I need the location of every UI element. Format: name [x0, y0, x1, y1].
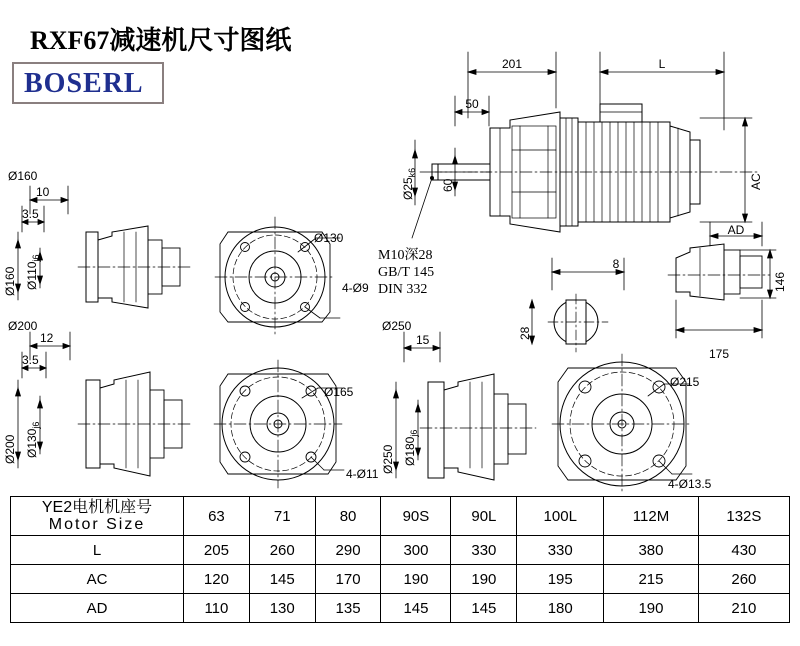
- motor-dimension-table: [10, 496, 790, 623]
- dim-d160-top: Ø160: [8, 169, 38, 183]
- dim-3-5-b: 3.5: [22, 353, 39, 367]
- dim-d250: Ø250: [381, 444, 395, 474]
- table-col-header: 90L: [451, 497, 517, 536]
- thread-callout-line3: DIN 332: [378, 282, 428, 297]
- dim-d165: Ø165: [324, 385, 354, 399]
- table-col-header: 112M: [604, 497, 699, 536]
- dim-50: 50: [465, 97, 479, 111]
- table-cell: 145: [249, 565, 315, 594]
- row-label: L: [11, 536, 184, 565]
- table-cell: 180: [517, 594, 604, 623]
- holes-4-d11: 4-Ø11: [346, 467, 379, 481]
- table-cell: 330: [517, 536, 604, 565]
- holes-4-d13-5: 4-Ø13.5: [668, 477, 712, 491]
- table-cell: 195: [517, 565, 604, 594]
- table-col-header: 100L: [517, 497, 604, 536]
- dim-201: 201: [501, 57, 523, 71]
- holes-4-d9: 4-Ø9: [342, 281, 369, 295]
- table-cell: 120: [184, 565, 250, 594]
- dim-175: 175: [708, 347, 730, 361]
- dim-28: 28: [518, 326, 532, 340]
- table-cell: 210: [698, 594, 789, 623]
- table-row: [11, 594, 790, 623]
- table-col-header: 132S: [698, 497, 789, 536]
- page-title: RXF67减速机尺寸图纸: [30, 26, 292, 55]
- motor-size-cn: YE2电机机座号: [41, 499, 153, 516]
- table-col-header: 71: [249, 497, 315, 536]
- table-row-header-motor-size: [11, 497, 184, 536]
- dim-L-top: L: [658, 57, 666, 71]
- table-col-header: 80: [315, 497, 381, 536]
- table-row: [11, 536, 790, 565]
- dim-d130j6: $Ø130_{j6}$: [25, 421, 41, 458]
- table-row: [11, 565, 790, 594]
- dim-60: 60: [441, 178, 455, 192]
- table-cell: 380: [604, 536, 699, 565]
- table-cell: 260: [249, 536, 315, 565]
- dim-d250-top: Ø250: [382, 319, 412, 333]
- dim-d160: Ø160: [3, 266, 17, 296]
- table-cell: 260: [698, 565, 789, 594]
- dim-15: 15: [416, 333, 430, 347]
- table-cell: 145: [381, 594, 451, 623]
- table-cell: 190: [604, 594, 699, 623]
- row-label: AC: [11, 565, 184, 594]
- dim-3-5: 3.5: [22, 207, 39, 221]
- table-cell: 170: [315, 565, 381, 594]
- table-cell: 205: [184, 536, 250, 565]
- table-cell: 215: [604, 565, 699, 594]
- table-cell: 330: [451, 536, 517, 565]
- table-col-header: 63: [184, 497, 250, 536]
- dim-d180j6: $Ø180_{j6}$: [403, 429, 419, 466]
- dim-8: 8: [612, 257, 620, 271]
- dim-d25k6: $Ø25_{k6}$: [401, 167, 417, 200]
- dim-146: 146: [773, 271, 787, 292]
- row-label: AD: [11, 594, 184, 623]
- table-cell: 110: [184, 594, 250, 623]
- dim-12: 12: [40, 331, 54, 345]
- thread-callout-line1: M10深28: [378, 248, 433, 263]
- dim-d200-top: Ø200: [8, 319, 38, 333]
- table-cell: 190: [381, 565, 451, 594]
- dim-10: 10: [36, 185, 50, 199]
- table-col-header: 90S: [381, 497, 451, 536]
- dim-d130: Ø130: [314, 231, 344, 245]
- dim-AC: AC: [749, 173, 763, 190]
- dim-d110j6: $Ø110_{j6}$: [25, 254, 41, 290]
- table-cell: 290: [315, 536, 381, 565]
- thread-callout-line2: GB/T 145: [378, 265, 435, 280]
- table-cell: 300: [381, 536, 451, 565]
- motor-size-en: Motor Size: [48, 516, 146, 533]
- logo-text: BOSERL: [24, 68, 144, 99]
- table-cell: 145: [451, 594, 517, 623]
- table-cell: 130: [249, 594, 315, 623]
- table-header-row: [11, 497, 790, 536]
- table-cell: 190: [451, 565, 517, 594]
- table-cell: 135: [315, 594, 381, 623]
- dim-d215: Ø215: [670, 375, 700, 389]
- table-cell: 430: [698, 536, 789, 565]
- dim-AD: AD: [727, 223, 745, 237]
- dim-d200: Ø200: [3, 434, 17, 464]
